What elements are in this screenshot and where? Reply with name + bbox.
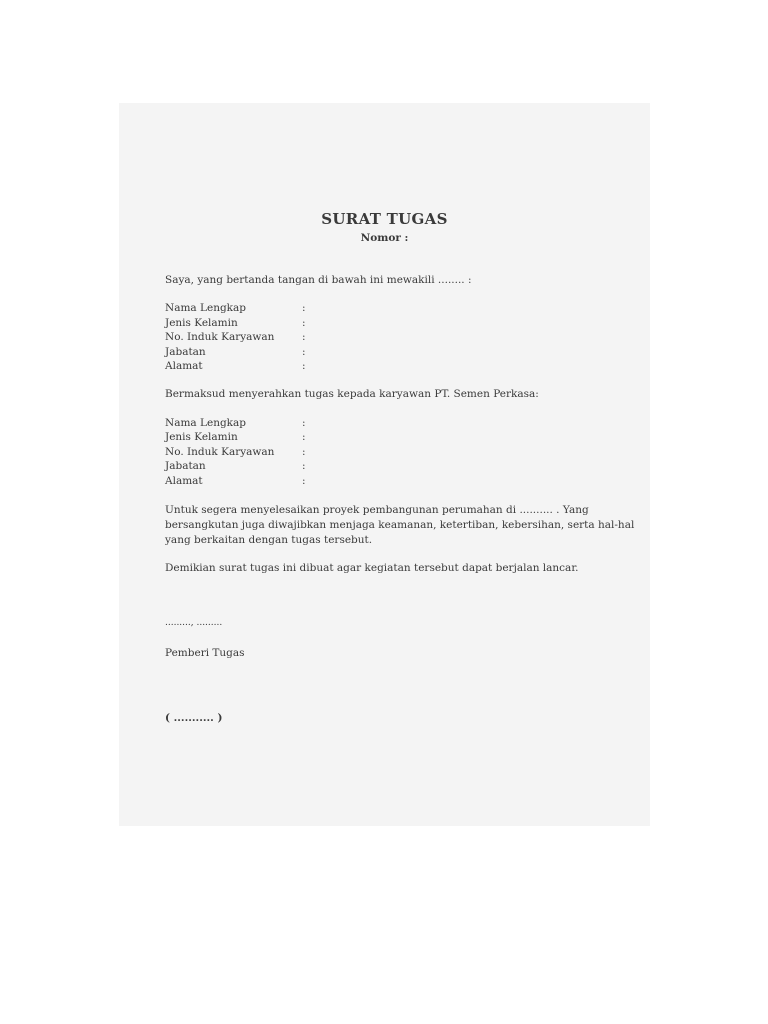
giver-field-label: Jenis Kelamin <box>165 317 238 329</box>
receiver-field-label: Alamat <box>165 475 203 487</box>
document-title: SURAT TUGAS <box>321 210 448 228</box>
receiver-field-label: Jenis Kelamin <box>165 431 238 443</box>
receiver-field-row <box>165 446 306 458</box>
receiver-field-label: Jabatan <box>165 460 206 472</box>
giver-field-row <box>165 302 306 314</box>
assign-intro-line: Bermaksud menyerahkan tugas kepada karyawan PT. Semen Perkasa: <box>165 388 539 400</box>
giver-field-row <box>165 317 306 329</box>
giver-field-row <box>165 360 306 372</box>
giver-field-separator: : <box>302 302 306 314</box>
giver-field-label: Nama Lengkap <box>165 302 247 314</box>
receiver-field-row <box>165 431 306 443</box>
receiver-field-label: No. Induk Karyawan <box>165 446 275 458</box>
signer-role: Pemberi Tugas <box>165 647 245 659</box>
receiver-field-separator: : <box>302 446 306 458</box>
receiver-field-separator: : <box>302 475 306 487</box>
receiver-field-separator: : <box>302 460 306 472</box>
receiver-field-separator: : <box>302 417 306 429</box>
giver-field-separator: : <box>302 360 306 372</box>
giver-field-separator: : <box>302 346 306 358</box>
giver-field-row <box>165 331 306 343</box>
receiver-field-row <box>165 417 306 429</box>
giver-field-separator: : <box>302 331 306 343</box>
letter-page <box>119 103 650 826</box>
giver-field-row <box>165 346 306 358</box>
closing-line: Demikian surat tugas ini dibuat agar kegiatan tersebut dapat berjalan lancar. <box>165 562 579 574</box>
receiver-field-row <box>165 475 306 487</box>
task-paragraph <box>165 503 635 548</box>
receiver-field-label: Nama Lengkap <box>165 417 247 429</box>
giver-field-label: Alamat <box>165 360 203 372</box>
task-paragraph-line: bersangkutan juga diwajibkan menjaga keamanan, ketertiban, kebersihan, serta hal-hal <box>165 519 635 531</box>
receiver-field-separator: : <box>302 431 306 443</box>
giver-field-separator: : <box>302 317 306 329</box>
intro-line: Saya, yang bertanda tangan di bawah ini mewakili ........ : <box>165 274 472 286</box>
giver-field-label: No. Induk Karyawan <box>165 331 275 343</box>
task-paragraph-line: Untuk segera menyelesaikan proyek pembangunan perumahan di .......... . Yang <box>165 504 589 516</box>
receiver-field-row <box>165 460 306 472</box>
giver-field-label: Jabatan <box>165 346 206 358</box>
document-number-label: Nomor : <box>360 232 409 244</box>
place-date: ........., ......... <box>165 618 223 628</box>
task-paragraph-line: yang berkaitan dengan tugas tersebut. <box>165 534 373 546</box>
signature-placeholder: ( ........... ) <box>165 712 223 724</box>
